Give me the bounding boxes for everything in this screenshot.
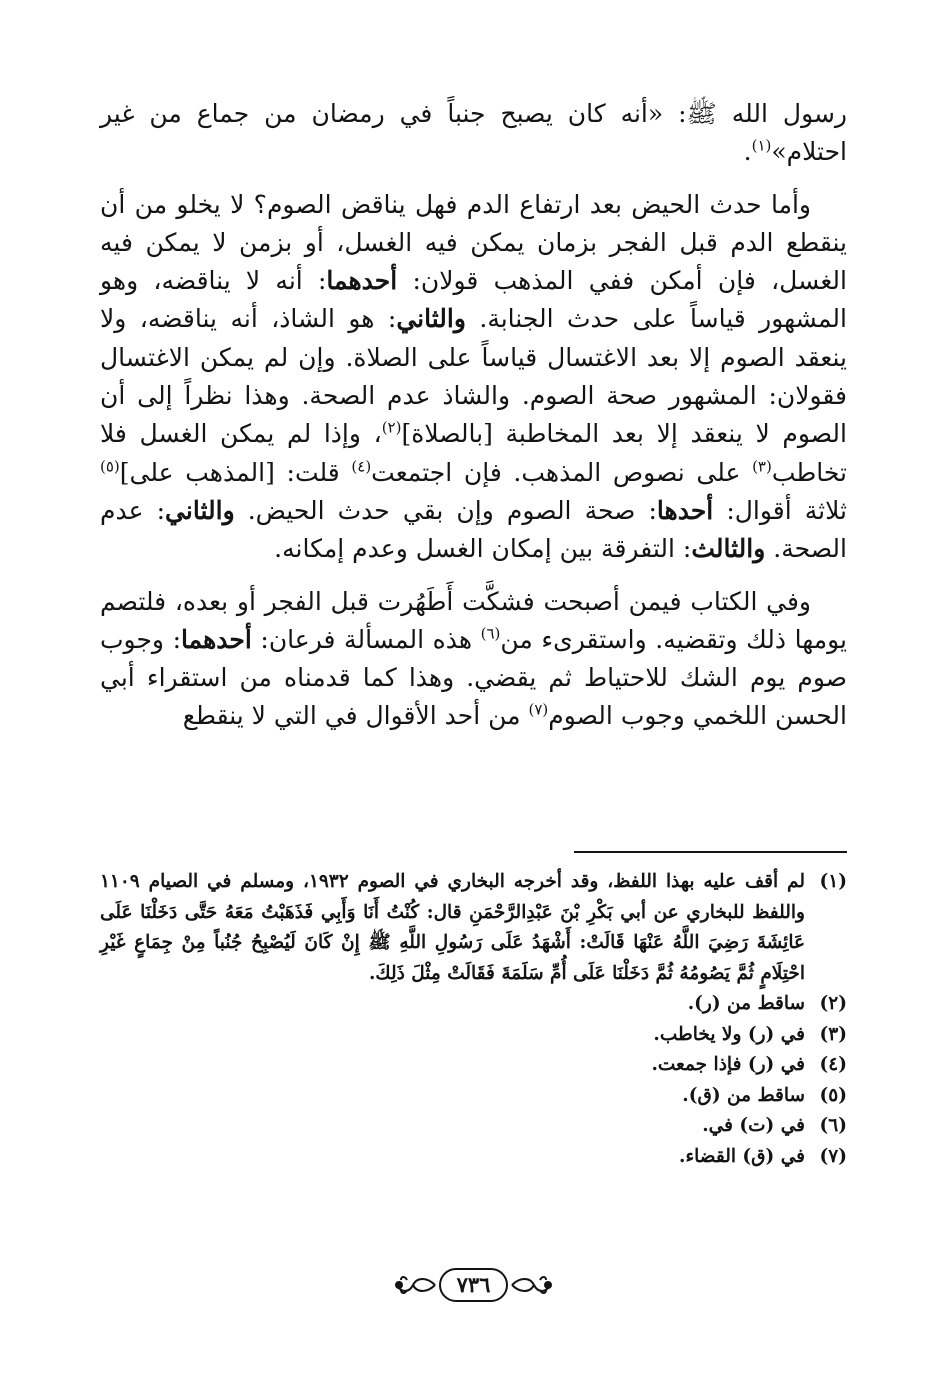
text-run: : صحة الصوم وإن بقي حدث الحيض. — [234, 495, 657, 525]
footnote-item — [100, 1050, 847, 1081]
footnote-marker: (٧) — [528, 701, 549, 720]
text-run: قلت: [المذهب على] — [119, 457, 352, 487]
footnote-marker: (٢) — [381, 419, 402, 438]
footnote-item — [100, 1020, 847, 1051]
footnote-text: في (ت) في. — [702, 1115, 805, 1136]
floral-ornament-icon — [393, 1274, 437, 1296]
footnote-item — [100, 1081, 847, 1112]
bold-term: والثالث — [691, 534, 766, 564]
floral-ornament-icon — [510, 1274, 554, 1296]
footnote-text: في (ر) فإذا جمعت. — [651, 1054, 805, 1075]
footnote-item — [100, 867, 847, 989]
footnote-marker: (٥) — [100, 457, 120, 476]
text-run: وفي الكتاب فيمن أصبحت فشكَّت أَطَهُرت قبل الفجر أو بعده، فلتصم يومها ذلك وتقضيه. واستقرىء من — [100, 586, 847, 654]
footnote-text: ساقط من (ر). — [687, 993, 805, 1014]
footnote-number: (٧) — [819, 1145, 847, 1167]
text-run: : التفرقة بين إمكان الغسل وعدم إمكانه. — [274, 534, 692, 564]
footnote-text: في (ق) القضاء. — [679, 1145, 805, 1167]
footnotes — [100, 867, 847, 1172]
footnote-separator — [574, 851, 847, 853]
footnote-marker: (٦) — [480, 624, 501, 643]
text-run: ثلاثة أقوال: — [713, 495, 847, 525]
text-run: : هو الشاذ، أنه يناقضه، ولا ينعقد الصوم إلا بعد الاغتسال قياساً على الصلاة. وإن لم يمكن الاغتسال فقولان: المشهور صحة الصوم. والشاذ عدم الصحة. وهذا نظراً إلى أن الصوم لا ينعقد إلا بعد المخاطبة [بالصلاة] — [100, 304, 847, 449]
text-run: . — [743, 137, 752, 167]
footnote-text: ساقط من (ق). — [682, 1084, 805, 1106]
page-number-frame — [100, 1265, 847, 1305]
text-run: على نصوص المذهب. فإن اجتمعت — [371, 457, 753, 487]
text-run: : وجوب صوم يوم الشك للاحتياط ثم يقضي. وهذا كما قدمناه من استقراء أبي الحسن اللخمي وجوب الصوم — [100, 624, 847, 731]
footnote-text: في (ر) ولا يخاطب. — [653, 1023, 805, 1045]
footnote-number: (٦) — [819, 1115, 847, 1136]
footnote-number: (٤) — [819, 1054, 847, 1075]
text-run: رسول الله ﷺ: «أنه كان يصبح جنباً في رمضان من جماع من غير احتلام» — [100, 99, 847, 167]
text-run: وأما حدث الحيض بعد ارتفاع الدم فهل يناقض الصوم؟ لا يخلو من أن ينقطع الدم قبل الفجر بزمان يمكن فيه الغسل، أو بزمن لا يمكن فيه الغسل، فإن أمكن ففي المذهب قولان: — [100, 189, 847, 296]
page-number: ٧٣٦ — [439, 1268, 509, 1302]
bold-term: والثاني — [396, 304, 466, 334]
text-run: : عدم الصحة. — [100, 495, 847, 564]
footnote-text: لم أقف عليه بهذا اللفظ، وقد أخرجه البخاري في الصوم ١٩٣٢، ومسلم في الصيام ١١٠٩ واللفظ للبخاري عن أبي بَكْرِ بْنَ عَبْدِالرَّحْمَنِ قال: كُنْتُ أَنَا وَأَبِي فَذَهَبْتُ مَعَهُ حَتَّى دَخَلْنَا عَلَى عَائِشَةَ رَضِيَ اللَّهُ عَنْهَا قَالَتْ: أَشْهَدُ عَلَى رَسُولِ اللَّهِ ﷺ إِنْ كَانَ لَيُصْبِحُ جُنُباً مِنْ جِمَاعٍ غَيْرِ احْتِلَامٍ ثُمَّ يَصُومُهُ ثُمَّ دَخَلْنَا عَلَى أُمِّ سَلَمَةَ فَقَالَتْ مِثْلَ ذَلِكَ. — [100, 871, 805, 984]
bold-term: والثاني — [165, 495, 235, 525]
footnote-number: (٥) — [819, 1084, 847, 1106]
footnote-number: (١) — [819, 871, 847, 892]
paragraph-2 — [100, 186, 847, 569]
footnote-number: (٢) — [819, 993, 847, 1014]
text-run: ، وإذا لم يمكن الغسل فلا تخاطب — [100, 419, 848, 487]
footnote-marker: (٣) — [752, 457, 772, 476]
bold-term: أحدهما — [326, 266, 398, 296]
footnote-item — [100, 1111, 847, 1142]
footnote-marker: (١) — [751, 136, 772, 155]
paragraph-1 — [100, 95, 847, 172]
footnote-marker: (٤) — [351, 457, 372, 476]
footnote-item — [100, 1142, 847, 1173]
footnote-item — [100, 989, 847, 1020]
text-run: : أنه لا يناقضه، وهو المشهور قياساً على حدث الجنابة. — [100, 266, 847, 334]
text-run: هذه المسألة فرعان: — [251, 624, 481, 654]
book-page — [100, 95, 847, 1335]
footnote-number: (٣) — [819, 1023, 847, 1045]
text-run: من أحد الأقوال في التي لا ينقطع — [182, 701, 529, 731]
bold-term: أحدهما — [181, 624, 252, 654]
bold-term: أحدها — [656, 495, 714, 525]
paragraph-3 — [100, 583, 847, 736]
